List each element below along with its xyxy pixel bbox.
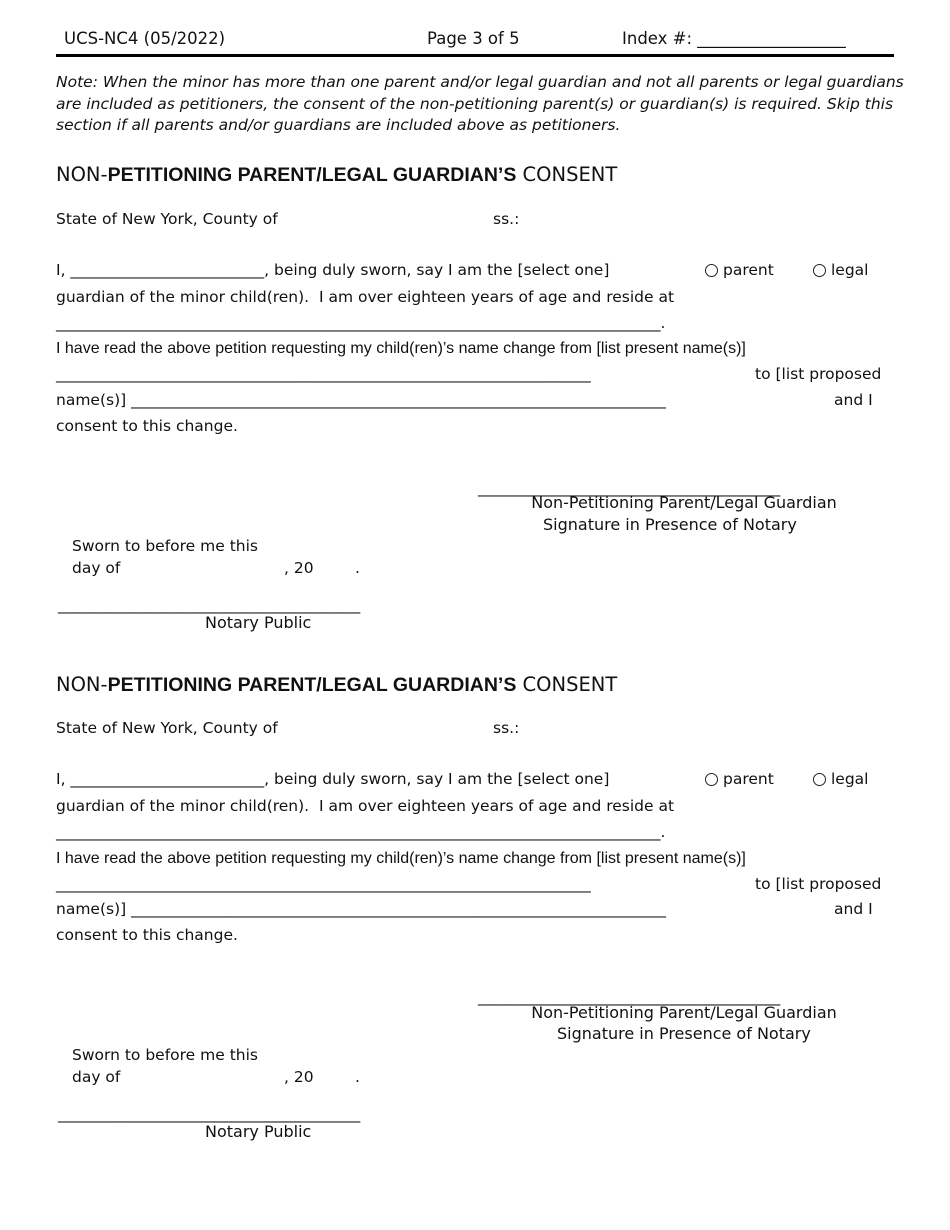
note-paragraph: Note: When the minor has more than one parent and/or legal guardian and not all parents or legal guardians are included as petitioners, the consent of the non-petitioning parent(s) or guardian(s) is required. Skip this section if all parents and/or guardians are included above as petitioners. [56, 73, 904, 134]
notary-date-field[interactable] [128, 1066, 280, 1088]
proposed-name-field[interactable]: name(s)] _____________________________________________________________________ [56, 391, 666, 409]
year-label: , 20 [284, 559, 314, 577]
and-i-label: and I [834, 900, 873, 918]
consent-statement: consent to this change. [56, 926, 238, 944]
signature-caption-line-2: Signature in Presence of Notary [543, 515, 797, 534]
sworn-label: Sworn to before me this [72, 537, 258, 555]
day-of-label: day of [72, 1068, 121, 1086]
guardian-statement: guardian of the minor child(ren). I am over eighteen years of age and reside at [56, 797, 675, 815]
form-id: UCS-NC4 (05/2022) [64, 29, 226, 48]
day-of-label: day of [72, 559, 121, 577]
affiant-name-line[interactable]: I, _________________________, being duly sworn, say I am the [select one] [56, 770, 610, 788]
ss-label: ss.: [493, 719, 520, 737]
notary-caption: Notary Public [205, 613, 312, 632]
signature-field[interactable]: _______________________________________ [478, 479, 781, 497]
notary-date-field[interactable] [128, 557, 280, 579]
county-field[interactable] [300, 208, 485, 230]
notary-signature-field[interactable]: _______________________________________ [58, 1105, 361, 1123]
signature-field[interactable]: _______________________________________ [478, 988, 781, 1006]
address-field[interactable]: ______________________________________________________________________________. [56, 314, 666, 332]
petition-read-statement: I have read the above petition requesting my child(ren)’s name change from [list present name(s)] [56, 850, 746, 867]
address-field[interactable]: ______________________________________________________________________________. [56, 823, 666, 841]
and-i-label: and I [834, 391, 873, 409]
radio-circle-icon[interactable] [705, 264, 718, 277]
notary-year-field[interactable] [318, 1066, 350, 1088]
section-title: NON-PETITIONING PARENT/LEGAL GUARDIAN’S CONSENT [56, 163, 618, 186]
guardian-statement: guardian of the minor child(ren). I am over eighteen years of age and reside at [56, 288, 675, 306]
present-name-field[interactable]: _____________________________________________________________________ [56, 365, 591, 383]
ss-label: ss.: [493, 210, 520, 228]
radio-circle-icon[interactable] [705, 773, 718, 786]
page-number: Page 3 of 5 [427, 29, 520, 48]
date-period: . [355, 559, 360, 577]
county-field[interactable] [300, 717, 485, 739]
sworn-label: Sworn to before me this [72, 1046, 258, 1064]
date-period: . [355, 1068, 360, 1086]
state-county-label: State of New York, County of [56, 719, 278, 737]
notary-year-field[interactable] [318, 557, 350, 579]
signature-caption-line-1: Non-Petitioning Parent/Legal Guardian [531, 493, 837, 512]
legal-guardian-radio-option[interactable]: legal [813, 263, 869, 279]
consent-statement: consent to this change. [56, 417, 238, 435]
parent-radio-option[interactable]: parent [705, 263, 774, 279]
signature-caption-line-2: Signature in Presence of Notary [557, 1024, 811, 1043]
proposed-name-field[interactable]: name(s)] _____________________________________________________________________ [56, 900, 666, 918]
section-title: NON-PETITIONING PARENT/LEGAL GUARDIAN’S CONSENT [56, 673, 618, 696]
notary-caption: Notary Public [205, 1122, 312, 1141]
radio-circle-icon[interactable] [813, 264, 826, 277]
legal-guardian-radio-option[interactable]: legal [813, 772, 869, 788]
index-number-field[interactable]: Index #: __________________ [622, 29, 846, 48]
notary-signature-field[interactable]: _______________________________________ [58, 596, 361, 614]
header-rule [56, 54, 894, 57]
radio-circle-icon[interactable] [813, 773, 826, 786]
to-proposed-label: to [list proposed [755, 365, 882, 383]
present-name-field[interactable]: _____________________________________________________________________ [56, 875, 591, 893]
petition-read-statement: I have read the above petition requesting my child(ren)’s name change from [list present name(s)] [56, 340, 746, 357]
to-proposed-label: to [list proposed [755, 875, 882, 893]
signature-caption-line-1: Non-Petitioning Parent/Legal Guardian [531, 1003, 837, 1022]
year-label: , 20 [284, 1068, 314, 1086]
state-county-label: State of New York, County of [56, 210, 278, 228]
parent-radio-option[interactable]: parent [705, 772, 774, 788]
affiant-name-line[interactable]: I, _________________________, being duly sworn, say I am the [select one] [56, 261, 610, 279]
